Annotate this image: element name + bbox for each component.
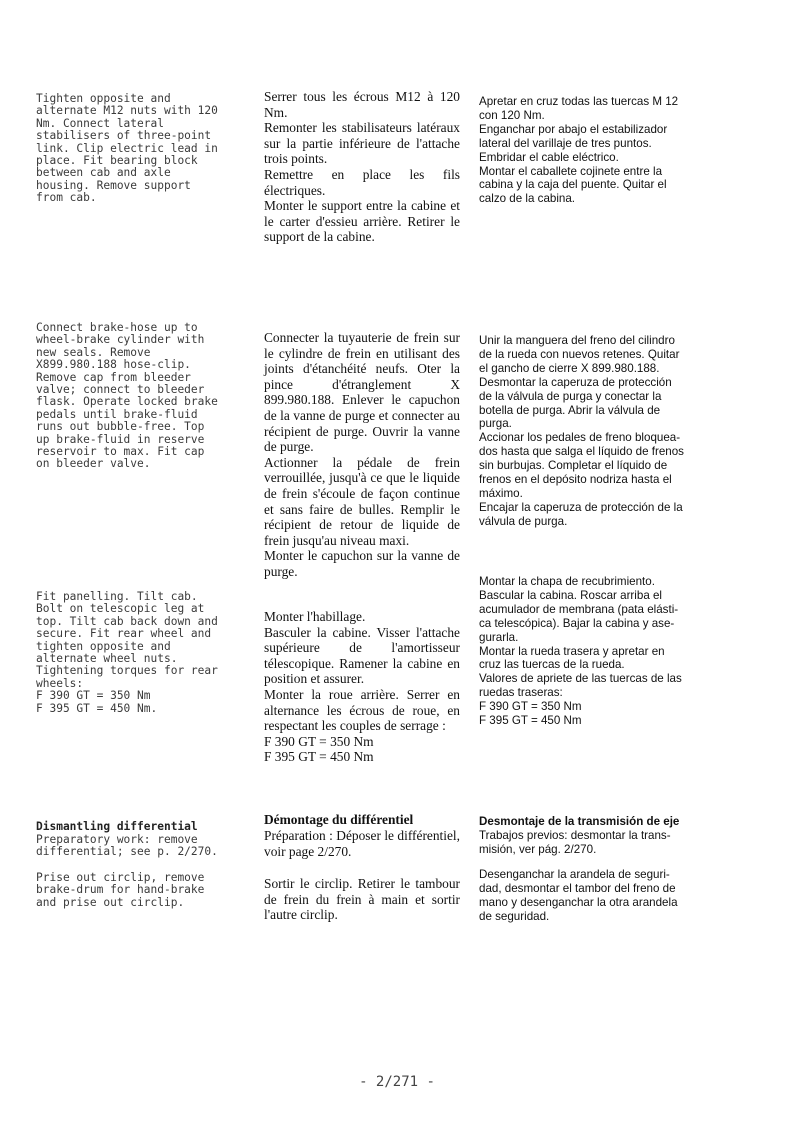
french-step-2: Connecter la tuyauterie de frein sur le cylindre de frein en utilisant des joints d'étanchéité neufs. Oter la pince d'étranglement X 899.980.188. Enlever le capuchon de la vanne de purge et connecter au récipient de purge. Ouvrir la vanne de purge. Actionner la pédale de frein verrouillée, jusqu'à ce que le liquide de frein s'écoule de façon continue et sans faire de bulles. Remplir le récipient de retour de liquide de frein jusqu'au niveau maxi. Monter le capuchon sur la vanne de purge. [264, 330, 460, 579]
english-step-1: Tighten opposite and alternate M12 nuts with 120 Nm. Connect lateral stabilisers of three-point link. Clip electric lead in place. Fit bearing block between cab and axle housing. Remove support from cab. [36, 92, 218, 205]
spanish-step-2: Unir la manguera del freno del cilindro de la rueda con nuevos retenes. Quitar el gancho de cierre X 899.980.188. Desmontar la caperuza de protección de la válvula de purga y conectar la botella de purga. Abrir la válvula de purga. Accionar los pedales de freno bloquea- dos hasta que salga el líquido de frenos sin burbujas. Completar el líquido de frenos en el depósito nodriza hasta el máximo. Encajar la caperuza de protección de la válvula de purga. [479, 334, 684, 528]
page-number: - 2/271 - [359, 1074, 435, 1090]
spanish-section-heading: Desmontaje de la transmisión de eje [479, 815, 680, 828]
spanish-column [479, 0, 715, 1060]
english-step-4: Preparatory work: remove differential; see p. 2/270. [36, 833, 218, 859]
spanish-step-3: Montar la chapa de recubrimiento. Bascular la cabina. Roscar arriba el acumulador de membrana (pata elásti- ca telescópica). Bajar la cabina y ase- gurarla. Montar la rueda trasera y apretar en cruz las tuercas de la rueda. Valores de apriete de las tuercas de las ruedas traseras: F 390 GT = 350 Nm F 395 GT = 450 Nm [479, 575, 682, 728]
french-step-1: Serrer tous les écrous M12 à 120 Nm. Remonter les stabilisateurs latéraux sur la partie inférieure de l'attache trois points. Remettre en place les fils électriques. Monter le support entre la cabine et le carter d'essieu arrière. Retirer le support de la cabine. [264, 89, 460, 245]
english-step-2: Connect brake-hose up to wheel-brake cylinder with new seals. Remove X899.980.188 hose-clip. Remove cap from bleeder valve; connect to bleeder flask. Operate locked brake pedals until brake-fluid runs out bubble-free. Top up brake-fluid in reserve reservoir to max. Fit cap on bleeder valve. [36, 321, 218, 471]
english-column [36, 0, 258, 1060]
french-section-heading: Démontage du différentiel [264, 812, 414, 827]
spanish-step-5: Desenganchar la arandela de seguri- dad, desmontar el tambor del freno de mano y desenganchar la otra arandela de seguridad. [479, 868, 678, 923]
french-step-5: Sortir le circlip. Retirer le tambour de frein du frein à main et sortir l'autre circlip. [264, 876, 460, 923]
french-step-4: Préparation : Déposer le différentiel, voir page 2/270. [264, 828, 460, 859]
french-column [264, 0, 460, 1060]
english-step-5: Prise out circlip, remove brake-drum for hand-brake and prise out circlip. [36, 871, 205, 909]
english-section-heading: Dismantling differential [36, 820, 198, 833]
french-step-3: Monter l'habillage. Basculer la cabine. Visser l'attache supérieure de l'amortisseur télescopique. Ramener la cabine en position et assurer. Monter la roue arrière. Serrer en alternance les écrous de roue, en respectant les couples de serrage : F 390 GT = 350 Nm F 395 GT = 450 Nm [264, 609, 460, 765]
english-step-3: Fit panelling. Tilt cab. Bolt on telescopic leg at top. Tilt cab back down and secure. Fit rear wheel and tighten opposite and alternate wheel nuts. Tightening torques for rear wheels: F 390 GT = 350 Nm F 395 GT = 450 Nm. [36, 590, 218, 715]
spanish-step-4: Trabajos previos: desmontar la trans- misión, ver pág. 2/270. [479, 829, 671, 856]
spanish-step-1: Apretar en cruz todas las tuercas M 12 con 120 Nm. Enganchar por abajo el estabilizador lateral del varillaje de tres puntos. Embridar el cable eléctrico. Montar el caballete cojinete entre la cabina y la caja del puente. Quitar el calzo de la cabina. [479, 95, 679, 206]
